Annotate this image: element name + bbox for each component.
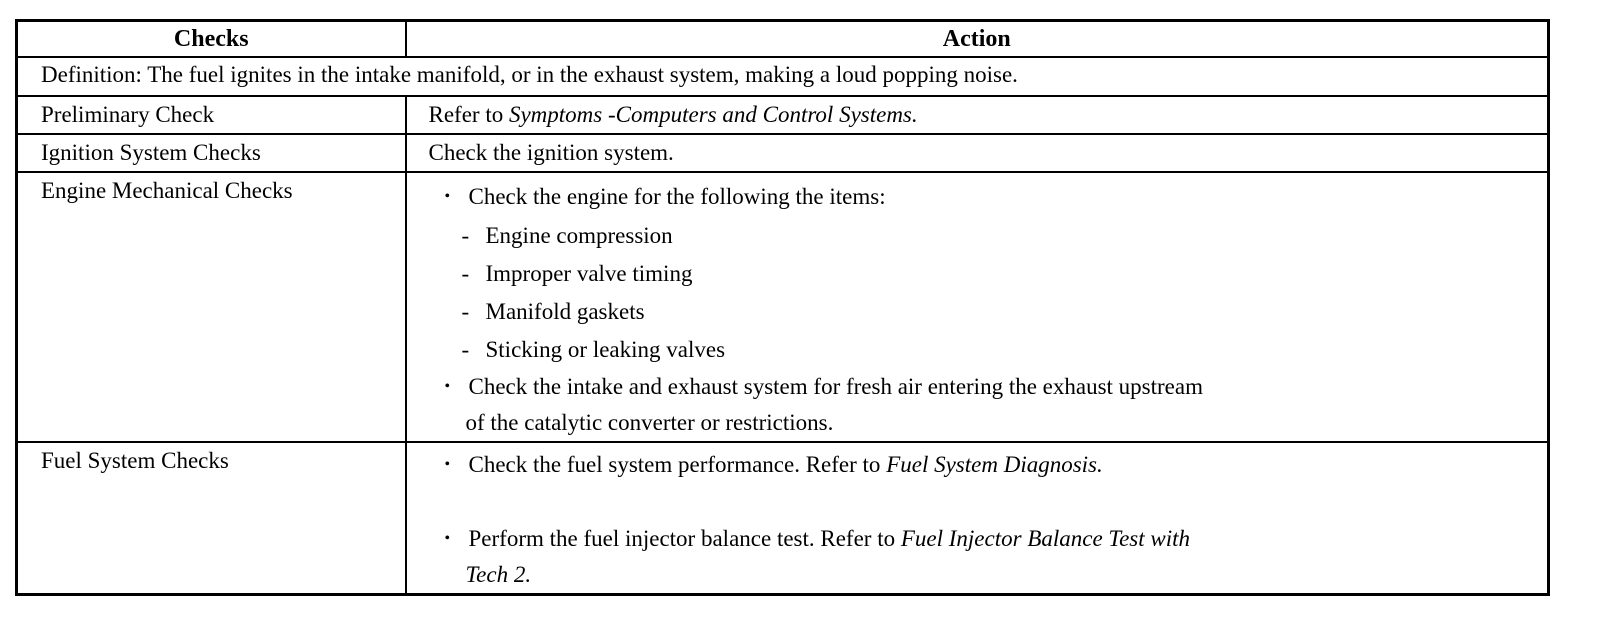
dash-icon: - <box>461 337 470 362</box>
table-row <box>17 442 1549 595</box>
sub-item <box>429 293 1548 331</box>
sub-item-text: Improper valve timing <box>485 261 693 286</box>
dash-icon: - <box>461 223 470 248</box>
sub-item-text: Manifold gaskets <box>485 299 645 324</box>
checks-action-table <box>15 19 1550 596</box>
bullet-reference: Fuel Injector Balance Test with <box>900 526 1191 551</box>
bullet-item <box>429 449 1548 481</box>
sub-item-text: Sticking or leaking valves <box>485 337 726 362</box>
check-name: Fuel System Checks <box>17 442 406 595</box>
definition-text: Definition: The fuel ignites in the intake manifold, or in the exhaust system, making a loud popping noise. <box>17 57 1549 96</box>
bullet-icon: • <box>444 530 451 547</box>
bullet-continuation: of the catalytic converter or restrictions. <box>465 410 834 435</box>
sub-item <box>429 255 1548 293</box>
bullet-item <box>429 369 1548 405</box>
bullet-text: Check the engine for the following the items: <box>468 184 886 209</box>
action-cell <box>406 442 1549 595</box>
dash-icon: - <box>461 261 470 286</box>
bullet-icon: • <box>444 188 451 205</box>
table-row <box>17 172 1549 442</box>
action-text <box>406 96 1549 134</box>
action-prefix: Refer to <box>428 102 509 127</box>
dash-icon: - <box>461 299 470 324</box>
bullet-item <box>429 177 1548 217</box>
header-row <box>17 21 1549 58</box>
definition-row <box>17 57 1549 96</box>
bullet-text: Check the fuel system performance. Refer to <box>468 452 887 477</box>
action-cell <box>406 172 1549 442</box>
check-name: Engine Mechanical Checks <box>17 172 406 442</box>
bullet-reference-continuation: Tech 2. <box>465 562 532 587</box>
bullet-text: Check the intake and exhaust system for fresh air entering the exhaust upstream <box>468 374 1203 399</box>
bullet-item <box>429 521 1548 557</box>
bullet-icon: • <box>444 378 451 395</box>
checks-column-header: Checks <box>17 21 406 58</box>
action-reference: Symptoms -Computers and Control Systems. <box>508 102 918 127</box>
bullet-text: Perform the fuel injector balance test. Refer to <box>468 526 901 551</box>
action-text: Check the ignition system. <box>406 134 1549 172</box>
check-name: Ignition System Checks <box>17 134 406 172</box>
sub-item <box>429 217 1548 255</box>
bullet-continuation <box>429 557 1548 593</box>
action-column-header: Action <box>406 21 1549 58</box>
table-row <box>17 96 1549 134</box>
bullet-reference: Fuel System Diagnosis. <box>886 452 1103 477</box>
table-row <box>17 134 1549 172</box>
sub-item-text: Engine compression <box>485 223 673 248</box>
check-name: Preliminary Check <box>17 96 406 134</box>
sub-item <box>429 331 1548 369</box>
bullet-icon: • <box>444 456 451 473</box>
